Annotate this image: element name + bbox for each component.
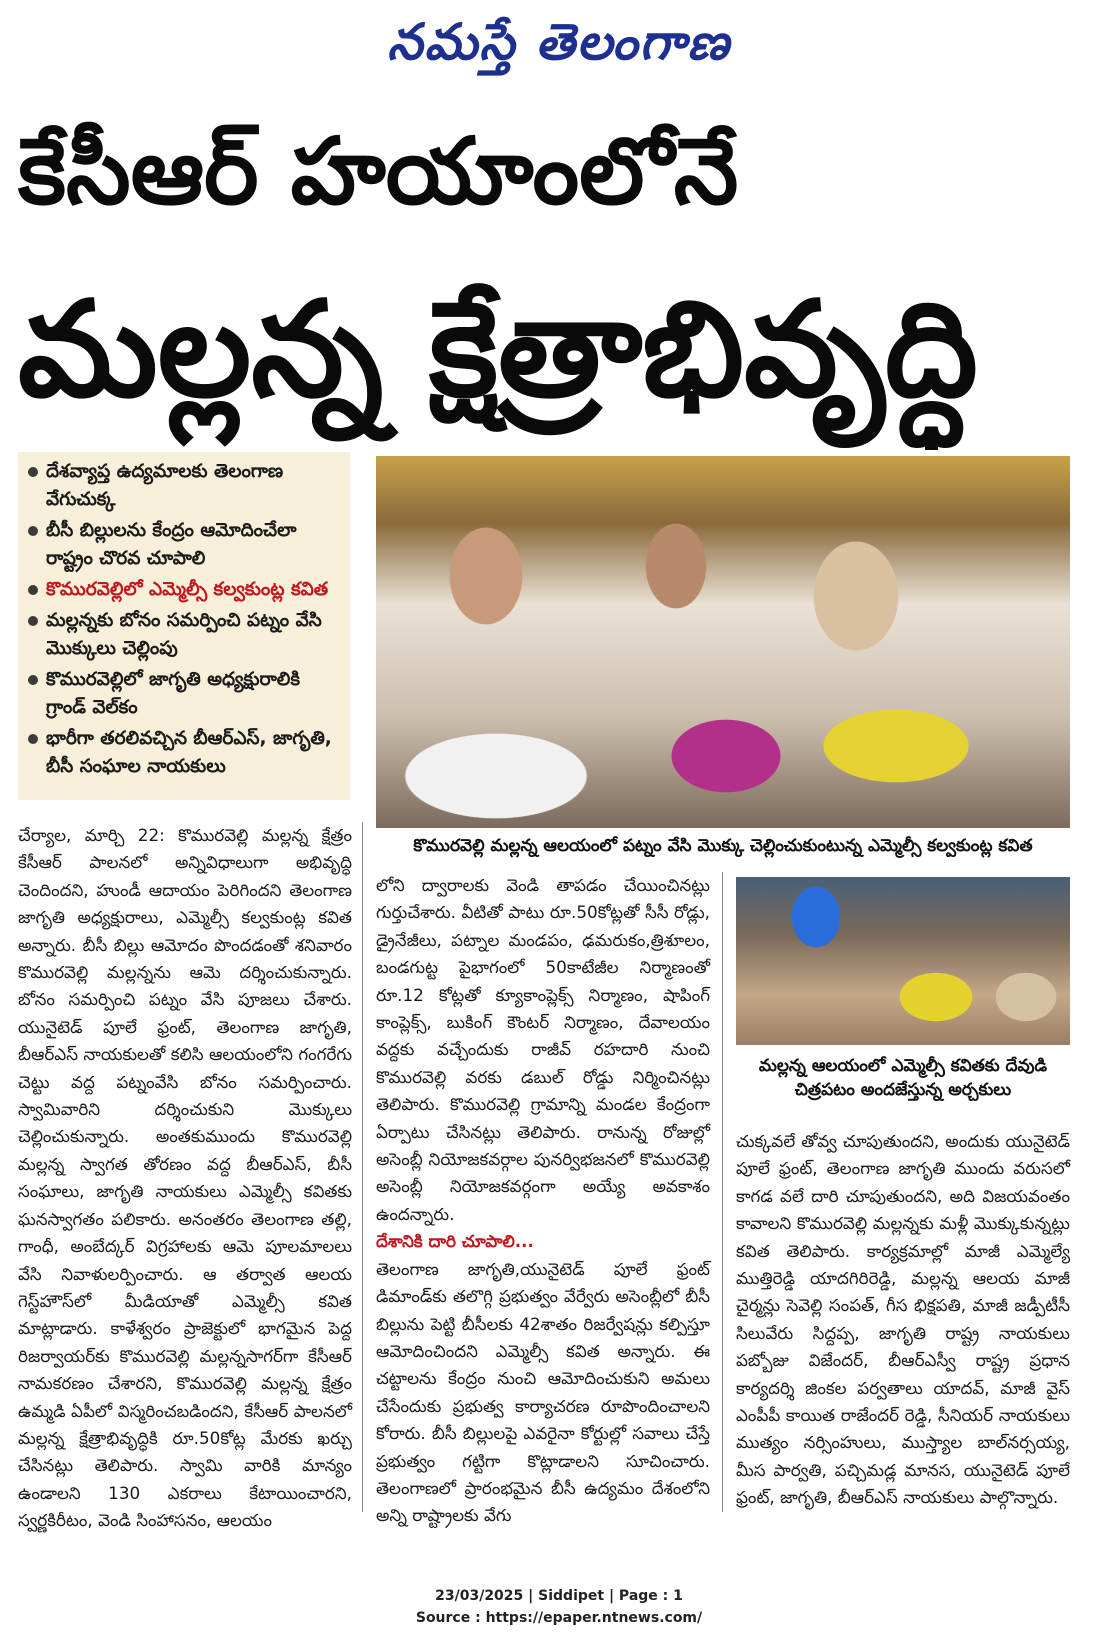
- highlight-bullet: [26, 607, 342, 663]
- bullet-dot-icon: [28, 675, 38, 685]
- article-subheading: దేశానికి దారి చూపాలి...: [376, 1231, 534, 1252]
- bullet-dot-icon: [28, 734, 38, 744]
- bullet-text: దేశవ్యాప్త ఉద్యమాలకు తెలంగాణ వేగుచుక్క: [46, 461, 284, 510]
- highlight-bullet: [26, 666, 342, 722]
- bullet-text: కొమురవెల్లిలో ఎమ్మెల్సీ కల్వకుంట్ల కవిత: [46, 579, 329, 600]
- headline-line-1: కేసీఆర్ హయాంలోనే: [18, 118, 739, 225]
- highlight-bullet: [26, 458, 342, 514]
- column-divider: [362, 822, 363, 1512]
- bullet-text: భారీగా తరలివచ్చిన బీఆర్ఎస్, జాగృతి, బీసీ సంఘాల నాయకులు: [46, 728, 332, 777]
- masthead-logo: నమస్తే తెలంగాణ: [387, 12, 731, 71]
- highlight-bullet-accent: [26, 576, 342, 604]
- footer-page-info: 23/03/2025 | Siddipet | Page : 1: [435, 1588, 683, 1604]
- headline-line-2: మల్లన్న క్షేత్రాభివృద్ధి: [18, 273, 978, 427]
- article-paragraph: చుక్కవలే తోవ్వ చూపుతుందని, అందుకు యునైటెడ్ పూలే ఫ్రంట్, తెలంగాణ జాగృతి ముందు వరుసలో కాగడ వలే దారి చూపుతుందని, అది విజయవంతం కావాలని కొమురవెల్లి మల్లన్నకు మళ్లీ మొక్కుకున్నట్లు కవిత తెలిపారు. కార్యక్రమాల్లో మాజీ ఎమ్మెల్యే ముత్తిరెడ్డి యాదగిరిరెడ్డి, మల్లన్న ఆలయ మాజీ చైర్మన్లు సెవెల్లి సంపత్, గీస భిక్షపతి, మాజీ జడ్పీటీసీ సిలువేరు సిద్దప్ప, జాగృతి రాష్ట్ర నాయకులు పబ్బోజు విజేందర్, బీఆర్ఎస్వీ రాష్ట్ర ప్రధాన కార్యదర్శి జింకల పర్వతాలు యాదవ్, మాజీ వైస్ ఎంపీపీ కాయిత రాజేందర్ రెడ్డి, సీనియర్ నాయకులు ముత్యం నర్సింహులు, ముస్త్యాల బాల్‌నర్సయ్య, మీస పార్వతి, పచ్చిమడ్ల మానస, యునైటెడ్ పూలే ఫ్రంట్, జాగృతి, బీఆర్ఎస్ నాయకులు పాల్గొన్నారు.: [736, 1131, 1070, 1508]
- main-photo-caption: కొమురవెల్లి మల్లన్న ఆలయంలో పట్నం వేసి మొక్కు చెల్లించుకుంటున్న ఎమ్మెల్సీ కల్వకుంట్ల కవిత: [413, 836, 1033, 856]
- article-paragraph: తెలంగాణ జాగృతి,యునైటెడ్ పూలే ఫ్రంట్ డిమాండ్‌కు తలొగ్గి ప్రభుత్వం వేర్వేరు అసెంబ్లీలో బీసీ బిల్లును పెట్టి బీసీలకు 42శాతం రిజర్వేషన్లు కల్పిస్తూ ఆమోదించిందని ఎమ్మెల్సీ కవిత అన్నారు. ఈ చట్టాలను కేంద్రం నుంచి ఆమోదించుకుని అమలు చేసేందుకు ప్రభుత్వ కార్యాచరణ రూపొందించాలని కోరారు. బీసీ బిల్లులపై ఎవరైనా కోర్టుల్లో సవాలు చేస్తే ప్రభుత్వం గట్టిగా కొట్లాడాలని సూచించారు. తెలంగాణలో ప్రారంభమైన బీసీ ఉద్యమం దేశంలోని అన్ని రాష్ట్రాలకు వేగు: [376, 1258, 710, 1526]
- highlight-bullet: [26, 725, 342, 781]
- article-paragraph: చేర్యాల, మార్చి 22: కొమురవెల్లి మల్లన్న క్షేత్రం కేసీఆర్ పాలనలో అన్నివిధాలుగా అభివృద్ధి చెందిందని, హుండీ ఆదాయం పెరిగిందని తెలంగాణ జాగృతి అధ్యక్షురాలు, ఎమ్మెల్సీ కల్వకుంట్ల కవిత అన్నారు. బీసీ బిల్లు ఆమోదం పొందడంతో శనివారం కొమురవెల్లి మల్లన్నను ఆమె దర్శించుకున్నారు. బోనం సమర్పించి పట్నం వేసి పూజలు చేశారు. యునైటెడ్ పూలే ఫ్రంట్, తెలంగాణ జాగృతి, బీఆర్ఎస్ నాయకులతో కలిసి ఆలయంలోని గంగరేగు చెట్టు వద్ద పట్నంవేసి బోనం సమర్పించారు. స్వామివారిని దర్శించుకుని మొక్కులు చెల్లించుకున్నారు. అంతకుముందు కొమురవెల్లి మల్లన్న స్వాగత తోరణం వద్ద బీఆర్ఎస్, బీసీ సంఘాలు, జాగృతి నాయకులు ఎమ్మెల్సీ కవితకు ఘనస్వాగతం పలికారు. అనంతరం తెలంగాణ తల్లి, గాంధీ, అంబేద్కర్ విగ్రహాలకు ఆమె పూలమాలలు వేసి నివాళులర్పించారు. ఆ తర్వాత ఆలయ గెస్ట్‌హౌస్‌లో మీడియాతో ఎమ్మెల్సీ కవిత మాట్లాడారు. కాళేశ్వరం ప్రాజెక్టులో భాగమైన పెద్ద రిజర్వాయర్‌కు కొమురవెల్లి మల్లన్నసాగర్‌గా కేసీఆర్ నామకరణం చేశారని, కొమురవెల్లి మల్లన్న క్షేత్రం ఉమ్మడి ఏపీలో విస్మరించబడిందని, కేసీఆర్ పాలనలో మల్లన్న క్షేత్రాభివృద్ధికి రూ.50కోట్ల మేరకు ఖర్చు చేసినట్లు తెలిపారు. స్వామి వారికి మాన్యం ఉండాలని 130 ఎకరాలు కేటాయించారని, స్వర్ణకిరీటం, వెండి సింహాసనం, ఆలయం: [18, 825, 352, 1531]
- bullet-dot-icon: [28, 616, 38, 626]
- bullet-text: కొమురవెల్లిలో జాగృతి అధ్యక్షురాలికి గ్రాండ్ వెల్‌కం: [46, 669, 301, 718]
- footer-source-link[interactable]: Source : https://epaper.ntnews.com/: [415, 1610, 703, 1626]
- bullet-text: బీసీ బిల్లులను కేంద్రం ఆమోదించేలా రాష్ట్రం చొరవ చూపాలి: [46, 520, 297, 569]
- article-column-2: [376, 872, 710, 1526]
- secondary-photo: [736, 877, 1070, 1045]
- bullet-text: మల్లన్నకు బోనం సమర్పించి పట్నం వేసి మొక్కులు చెల్లింపు: [46, 610, 322, 659]
- highlight-bullet: [26, 517, 342, 573]
- column-divider: [722, 872, 723, 1512]
- secondary-photo-caption: మల్లన్న ఆలయంలో ఎమ్మెల్సీ కవితకు దేవుడి చిత్రపటం అందజేస్తున్న అర్చకులు: [758, 1056, 1048, 1100]
- highlights-box: [18, 452, 350, 800]
- main-photo: [376, 456, 1070, 828]
- article-column-3: [736, 1128, 1070, 1518]
- bullet-dot-icon: [28, 526, 38, 536]
- bullet-dot-icon: [28, 585, 38, 595]
- bullet-dot-icon: [28, 467, 38, 477]
- article-column-1: [18, 822, 352, 1531]
- article-paragraph: లోని ద్వారాలకు వెండి తాపడం చేయించినట్లు గుర్తుచేశారు. వీటితో పాటు రూ.50కోట్లతో సీసీ రోడ్లు, డ్రైనేజీలు, పట్నాల మండపం, ఢమరుకం,త్రిశూలం, బండగుట్ట పైభాగంలో 50కాటేజీల నిర్మాణంతో రూ.12 కోట్లతో క్యూకాంప్లెక్స్ నిర్మాణం, షాపింగ్ కాంప్లెక్స్, బుకింగ్ కౌంటర్ నిర్మాణం, దేవాలయం వద్దకు వచ్చేందుకు రాజీవ్ రహదారి నుంచి కొమురవెల్లి వరకు డబుల్ రోడ్డు నిర్మించినట్లు తెలిపారు. కొమురవెల్లి గ్రామాన్ని మండల కేంద్రంగా ఏర్పాటు చేసినట్లు తెలిపారు. రానున్న రోజుల్లో అసెంబ్లీ నియోజకవర్గాల పునర్విభజనలో కొమురవెల్లి అసెంబ్లీ నియోజకవర్గంగా అయ్యే అవకాశం ఉందన్నారు.: [376, 875, 710, 1224]
